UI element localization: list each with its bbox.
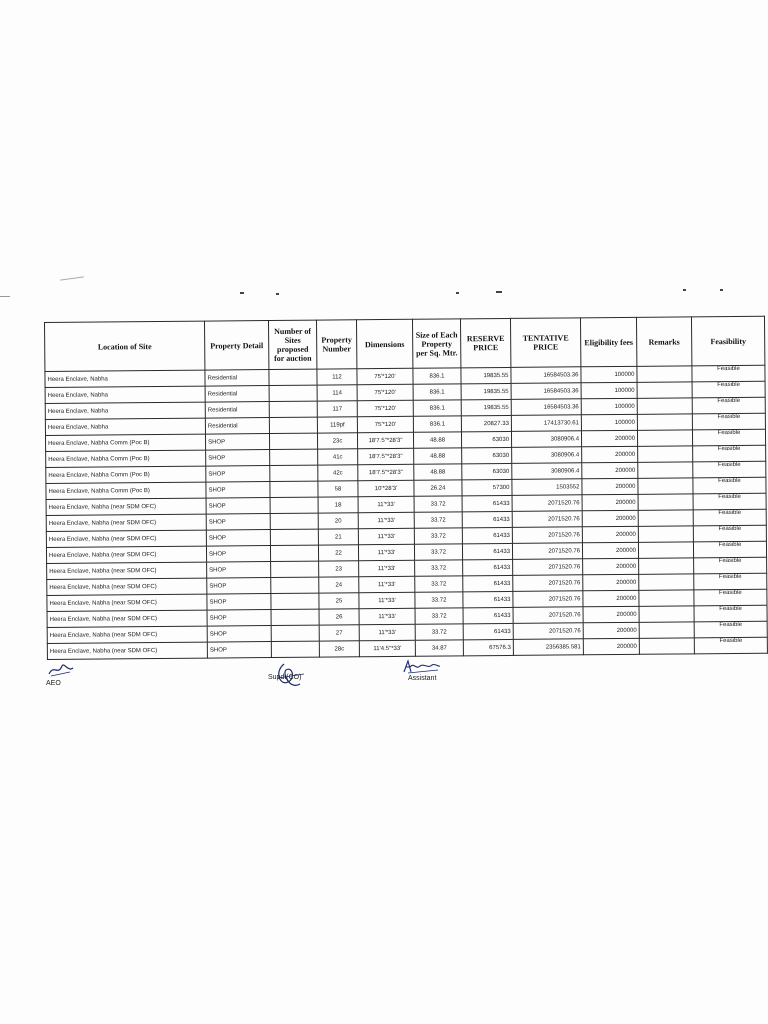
cell-sites xyxy=(270,513,318,529)
cell-remarks xyxy=(639,622,694,638)
cell-tentative: 1503552 xyxy=(512,479,582,496)
cell-size: 836.1 xyxy=(413,368,461,384)
cell-location: Heera Enclave, Nabha (near SDM OFC) xyxy=(46,530,206,547)
cell-location: Heera Enclave, Nabha xyxy=(45,418,205,435)
cell-size: 33.72 xyxy=(414,512,462,528)
cell-sites xyxy=(271,641,319,657)
cell-number: 22 xyxy=(318,545,358,561)
cell-eligibility: 200000 xyxy=(582,462,638,478)
cell-reserve: 63030 xyxy=(462,447,512,463)
cell-dimensions: 11'*33' xyxy=(359,560,415,576)
cell-location: Heera Enclave, Nabha (near SDM OFC) xyxy=(47,594,207,611)
cell-sites xyxy=(271,561,319,577)
cell-dimensions: 11'*33' xyxy=(359,592,415,608)
cell-reserve: 63030 xyxy=(461,431,511,447)
cell-number: 58 xyxy=(318,481,358,497)
cell-dimensions: 75'*120' xyxy=(357,416,413,432)
cell-number: 23 xyxy=(319,561,359,577)
cell-number: 26 xyxy=(319,609,359,625)
cell-number: 28c xyxy=(319,641,359,657)
cell-number: 119pf xyxy=(317,417,357,433)
cell-number: 42c xyxy=(318,465,358,481)
cell-eligibility: 200000 xyxy=(582,494,638,510)
cell-detail: SHOP xyxy=(207,578,271,595)
cell-dimensions: 11'*33' xyxy=(359,576,415,592)
cell-size: 33.72 xyxy=(415,560,463,576)
cell-detail: SHOP xyxy=(207,610,271,627)
cell-reserve: 67576.3 xyxy=(463,639,513,655)
cell-reserve: 61433 xyxy=(463,607,513,623)
cell-detail: SHOP xyxy=(206,482,270,499)
cell-number: 25 xyxy=(319,593,359,609)
cell-detail: Residential xyxy=(205,386,269,403)
header-detail: Property Detail xyxy=(204,321,268,371)
cell-eligibility: 100000 xyxy=(581,414,637,430)
aeo-signature-mark xyxy=(46,660,76,680)
cell-feasibility: Feasible xyxy=(694,557,767,574)
cell-dimensions: 11'*33' xyxy=(358,528,414,544)
cell-reserve: 19835.55 xyxy=(461,399,511,415)
cell-feasibility: Feasible xyxy=(693,445,766,462)
cell-eligibility: 200000 xyxy=(583,590,639,606)
cell-number: 21 xyxy=(318,529,358,545)
cell-dimensions: 11'*33' xyxy=(358,512,414,528)
cell-sites xyxy=(270,465,318,481)
cell-tentative: 3080906.4 xyxy=(512,463,582,480)
cell-location: Heera Enclave, Nabha (near SDM OFC) xyxy=(46,498,206,515)
cell-size: 48.88 xyxy=(413,432,461,448)
cell-remarks xyxy=(637,382,692,398)
scan-speck xyxy=(276,293,279,295)
cell-tentative: 3080906.4 xyxy=(511,431,581,448)
cell-sites xyxy=(271,593,319,609)
cell-dimensions: 11'*33' xyxy=(358,496,414,512)
cell-sites xyxy=(270,497,318,513)
cell-feasibility: Feasible xyxy=(694,621,767,638)
cell-eligibility: 200000 xyxy=(583,574,639,590)
cell-reserve: 61433 xyxy=(463,559,513,575)
cell-tentative: 3080906.4 xyxy=(512,447,582,464)
scan-speck xyxy=(683,289,686,291)
header-dimensions: Dimensions xyxy=(356,319,412,368)
scan-speck xyxy=(60,276,84,280)
cell-detail: Residential xyxy=(205,402,269,419)
cell-sites xyxy=(271,577,319,593)
cell-size: 33.72 xyxy=(415,592,463,608)
cell-reserve: 19835.55 xyxy=(461,367,511,383)
cell-sites xyxy=(269,385,317,401)
supdt-label: Supdt(CO) xyxy=(268,674,302,681)
cell-dimensions: 10'*28'3' xyxy=(358,480,414,496)
cell-size: 48.88 xyxy=(414,464,462,480)
cell-location: Heera Enclave, Nabha xyxy=(45,402,205,419)
cell-remarks xyxy=(638,462,693,478)
cell-number: 112 xyxy=(317,369,357,385)
cell-eligibility: 200000 xyxy=(582,446,638,462)
cell-remarks xyxy=(638,478,693,494)
cell-size: 836.1 xyxy=(413,416,461,432)
cell-size: 33.72 xyxy=(415,576,463,592)
cell-remarks xyxy=(637,366,692,382)
cell-number: 24 xyxy=(319,577,359,593)
cell-size: 836.1 xyxy=(413,400,461,416)
cell-detail: Residential xyxy=(205,418,269,435)
cell-tentative: 2071520.76 xyxy=(512,527,582,544)
cell-tentative: 2071520.76 xyxy=(513,575,583,592)
cell-sites xyxy=(269,433,317,449)
cell-detail: Residential xyxy=(205,370,269,387)
scan-speck xyxy=(456,292,459,294)
cell-dimensions: 18'7.5"*28'3" xyxy=(358,464,414,480)
cell-reserve: 61433 xyxy=(462,495,512,511)
cell-remarks xyxy=(639,574,694,590)
cell-number: 117 xyxy=(317,401,357,417)
cell-eligibility: 100000 xyxy=(581,382,637,398)
scan-speck xyxy=(496,291,502,293)
cell-number: 41c xyxy=(318,449,358,465)
cell-size: 34.87 xyxy=(415,640,463,656)
cell-feasibility: Feasible xyxy=(693,509,766,526)
cell-size: 48.88 xyxy=(414,448,462,464)
cell-location: Heera Enclave, Nabha (near SDM OFC) xyxy=(47,562,207,579)
cell-reserve: 20827.33 xyxy=(461,415,511,431)
cell-remarks xyxy=(639,606,694,622)
cell-detail: SHOP xyxy=(207,594,271,611)
cell-tentative: 2071520.76 xyxy=(512,511,582,528)
header-size: Size of Each Property per Sq. Mtr. xyxy=(412,319,460,368)
cell-eligibility: 200000 xyxy=(582,542,638,558)
cell-feasibility: Feasible xyxy=(692,365,765,382)
cell-eligibility: 100000 xyxy=(581,366,637,382)
cell-tentative: 2071520.76 xyxy=(513,623,583,640)
auction-sheet xyxy=(44,316,767,660)
cell-remarks xyxy=(638,542,693,558)
cell-location: Heera Enclave, Nabha (near SDM OFC) xyxy=(47,626,207,643)
cell-reserve: 19835.55 xyxy=(461,383,511,399)
cell-reserve: 61433 xyxy=(462,527,512,543)
cell-dimensions: 11'*33' xyxy=(358,544,414,560)
cell-reserve: 61433 xyxy=(462,511,512,527)
cell-number: 18 xyxy=(318,497,358,513)
cell-sites xyxy=(270,529,318,545)
cell-number: 20 xyxy=(318,513,358,529)
cell-reserve: 61433 xyxy=(462,543,512,559)
cell-eligibility: 200000 xyxy=(583,622,639,638)
header-remarks: Remarks xyxy=(636,317,691,366)
cell-tentative: 16584503.36 xyxy=(511,399,581,416)
cell-dimensions: 75'*120' xyxy=(357,384,413,400)
cell-tentative: 17413730.61 xyxy=(511,415,581,432)
cell-sites xyxy=(269,369,317,385)
header-sites: Number of Sites proposed for auction xyxy=(268,320,316,369)
cell-sites xyxy=(270,545,318,561)
cell-location: Heera Enclave, Nabha xyxy=(45,370,205,387)
cell-size: 33.72 xyxy=(415,624,463,640)
cell-tentative: 2071520.76 xyxy=(513,607,583,624)
cell-location: Heera Enclave, Nabha xyxy=(45,386,205,403)
cell-location: Heera Enclave, Nabha (near SDM OFC) xyxy=(47,578,207,595)
cell-size: 33.72 xyxy=(415,608,463,624)
cell-feasibility: Feasible xyxy=(694,589,767,606)
cell-remarks xyxy=(637,430,692,446)
cell-dimensions: 18'7.5"*28'3" xyxy=(357,432,413,448)
cell-eligibility: 200000 xyxy=(583,558,639,574)
cell-feasibility: Feasible xyxy=(692,429,765,446)
cell-number: 114 xyxy=(317,385,357,401)
cell-feasibility: Feasible xyxy=(692,381,765,398)
cell-dimensions: 75'*120' xyxy=(357,400,413,416)
cell-location: Heera Enclave, Nabha Comm (Poc B) xyxy=(46,466,206,483)
cell-tentative: 2356385.581 xyxy=(513,639,583,656)
cell-feasibility: Feasible xyxy=(694,605,767,622)
cell-detail: SHOP xyxy=(207,642,271,659)
cell-sites xyxy=(271,625,319,641)
property-table xyxy=(44,316,768,660)
cell-dimensions: 75'*120' xyxy=(357,368,413,384)
cell-tentative: 2071520.76 xyxy=(512,543,582,560)
cell-dimensions: 18'7.5"*28'3" xyxy=(358,448,414,464)
cell-sites xyxy=(271,609,319,625)
header-reserve: RESERVE PRICE xyxy=(460,318,510,367)
cell-detail: SHOP xyxy=(206,514,270,531)
cell-tentative: 2071520.76 xyxy=(512,495,582,512)
cell-remarks xyxy=(637,414,692,430)
cell-feasibility: Feasible xyxy=(693,541,766,558)
cell-location: Heera Enclave, Nabha (near SDM OFC) xyxy=(47,610,207,627)
cell-feasibility: Feasible xyxy=(692,413,765,430)
header-eligibility: Eligibility fees xyxy=(580,317,636,366)
scan-speck xyxy=(0,296,10,297)
cell-tentative: 2071520.76 xyxy=(513,591,583,608)
cell-feasibility: Feasible xyxy=(694,573,767,590)
cell-feasibility: Feasible xyxy=(694,637,767,654)
cell-remarks xyxy=(639,590,694,606)
cell-eligibility: 200000 xyxy=(581,430,637,446)
cell-tentative: 16584503.36 xyxy=(511,367,581,384)
cell-location: Heera Enclave, Nabha Comm (Poc B) xyxy=(46,482,206,499)
header-feasibility: Feasibility xyxy=(691,316,764,366)
aeo-label: AEO xyxy=(46,680,61,687)
cell-eligibility: 200000 xyxy=(582,510,638,526)
cell-detail: SHOP xyxy=(207,626,271,643)
cell-reserve: 63030 xyxy=(462,463,512,479)
table-body xyxy=(45,365,767,659)
cell-reserve: 61433 xyxy=(463,623,513,639)
cell-reserve: 61433 xyxy=(463,575,513,591)
cell-dimensions: 11'*33' xyxy=(359,624,415,640)
cell-location: Heera Enclave, Nabha Comm (Poc B) xyxy=(45,434,205,451)
cell-detail: SHOP xyxy=(206,546,270,563)
cell-size: 33.72 xyxy=(414,544,462,560)
cell-tentative: 2071520.76 xyxy=(513,559,583,576)
cell-remarks xyxy=(638,510,693,526)
cell-size: 26.24 xyxy=(414,480,462,496)
cell-reserve: 61433 xyxy=(463,591,513,607)
cell-location: Heera Enclave, Nabha (near SDM OFC) xyxy=(46,546,206,563)
cell-remarks xyxy=(639,558,694,574)
assistant-signature-mark xyxy=(402,658,442,676)
cell-remarks xyxy=(638,446,693,462)
cell-detail: SHOP xyxy=(205,434,269,451)
scan-speck xyxy=(240,292,244,294)
cell-size: 836.1 xyxy=(413,384,461,400)
cell-number: 27 xyxy=(319,625,359,641)
cell-sites xyxy=(269,401,317,417)
cell-detail: SHOP xyxy=(206,466,270,483)
cell-location: Heera Enclave, Nabha (near SDM OFC) xyxy=(47,642,207,659)
cell-eligibility: 100000 xyxy=(581,398,637,414)
cell-sites xyxy=(270,481,318,497)
header-location: Location of Site xyxy=(45,321,205,371)
cell-eligibility: 200000 xyxy=(582,526,638,542)
cell-eligibility: 200000 xyxy=(582,478,638,494)
cell-remarks xyxy=(637,398,692,414)
header-number: Property Number xyxy=(316,320,356,369)
cell-eligibility: 200000 xyxy=(583,606,639,622)
cell-detail: SHOP xyxy=(206,498,270,515)
cell-feasibility: Feasible xyxy=(693,493,766,510)
cell-sites xyxy=(270,449,318,465)
cell-tentative: 16584503.36 xyxy=(511,383,581,400)
cell-detail: SHOP xyxy=(206,530,270,547)
header-row xyxy=(45,316,765,371)
cell-remarks xyxy=(639,638,694,654)
cell-size: 33.72 xyxy=(414,528,462,544)
cell-eligibility: 200000 xyxy=(583,638,639,654)
assistant-label: Assistant xyxy=(408,675,437,682)
cell-number: 23c xyxy=(317,433,357,449)
cell-sites xyxy=(269,417,317,433)
scan-speck xyxy=(720,289,723,291)
cell-remarks xyxy=(638,526,693,542)
cell-location: Heera Enclave, Nabha (near SDM OFC) xyxy=(46,514,206,531)
header-tentative: TENTATIVE PRICE xyxy=(510,318,580,368)
cell-reserve: 57300 xyxy=(462,479,512,495)
cell-location: Heera Enclave, Nabha Comm (Poc B) xyxy=(46,450,206,467)
cell-size: 33.72 xyxy=(414,496,462,512)
cell-feasibility: Feasible xyxy=(693,461,766,478)
cell-dimensions: 11'4.5"*33' xyxy=(359,640,415,656)
cell-feasibility: Feasible xyxy=(693,525,766,542)
cell-feasibility: Feasible xyxy=(692,397,765,414)
cell-remarks xyxy=(638,494,693,510)
cell-detail: SHOP xyxy=(207,562,271,579)
cell-feasibility: Feasible xyxy=(693,477,766,494)
cell-dimensions: 11'*33' xyxy=(359,608,415,624)
cell-detail: SHOP xyxy=(206,450,270,467)
